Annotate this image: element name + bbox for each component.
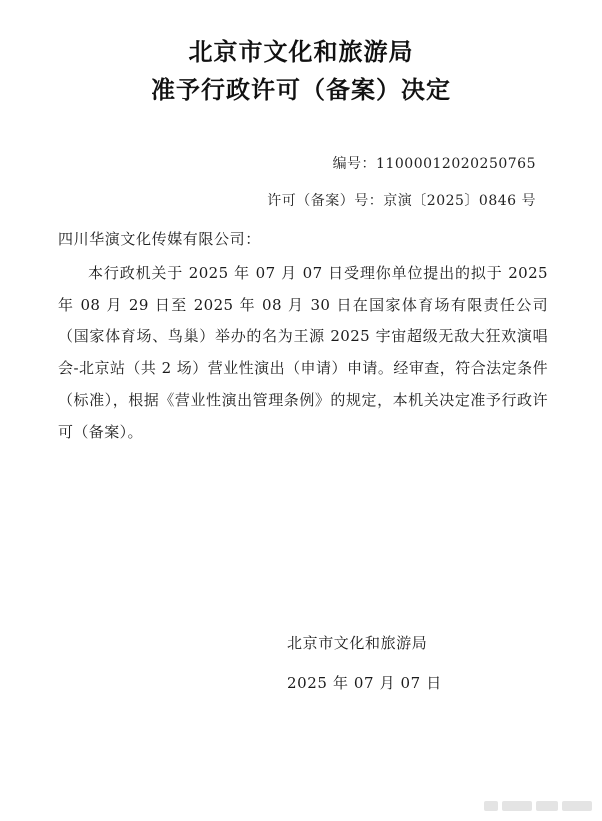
document-title-line2: 准予行政许可（备案）决定: [151, 76, 451, 104]
signature-authority-text: 北京市文化和旅游局: [287, 634, 428, 652]
document-title-line1: 北京市文化和旅游局: [188, 38, 414, 66]
serial-number: 编号：11000012020250765: [332, 156, 536, 172]
addressee: 四川华演文化传媒有限公司：: [58, 230, 261, 248]
permit-number: 许可（备案）号：京演〔2025〕0846 号: [267, 193, 536, 209]
signature-date-text: 2025 年 07 月 07 日: [287, 674, 442, 692]
decision-body-text: 本行政机关于 2025 年 07 月 07 日受理你单位提出的拟于 2025 年 08 月 29 日至 2025 年 08 月 30 日在国家体育场有限责任公司（国家体育场、鸟巢）举办的名为王源 2025 宇宙超级无敌大狂欢演唱会-北京站（共 2 场）营业性演出（申请）申请。经审查，符合法定条件（标准），根据《营业性演出管理条例》的规定，本机关决定准予行政许可（备案）。: [58, 264, 548, 441]
watermark: [484, 801, 592, 811]
